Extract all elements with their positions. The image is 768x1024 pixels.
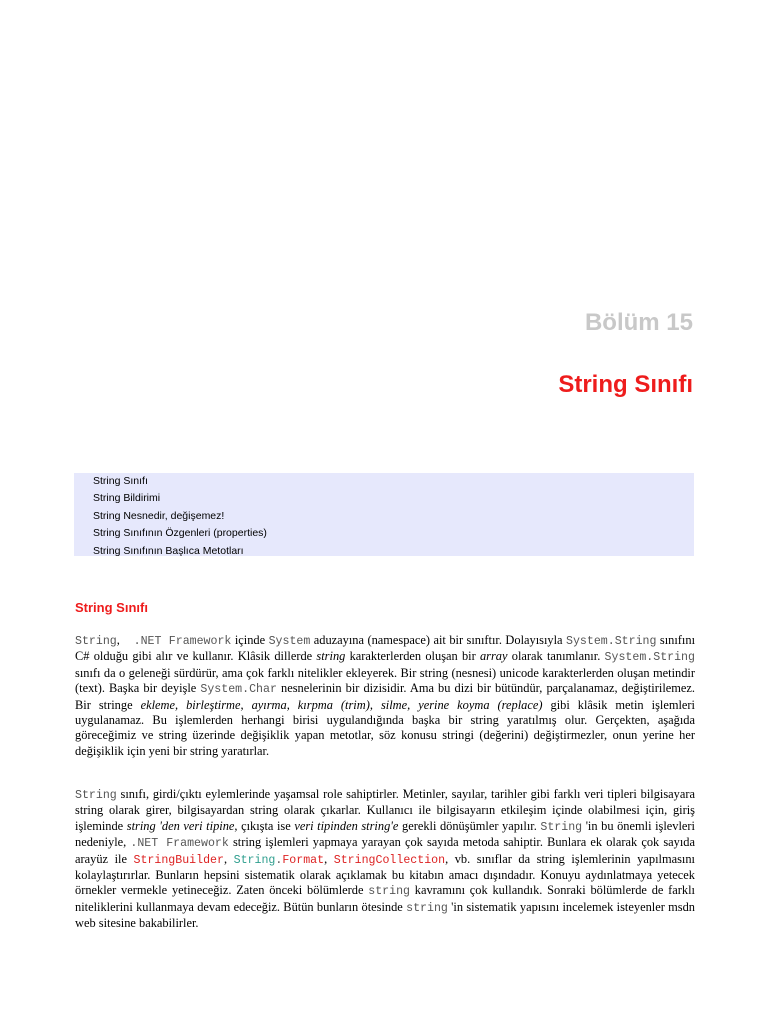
text: kavramını çok kullandık. Sonraki bölümlerde de farklı niteliklerini kullanmaya devam edeceğiz. Bütün bunların ötesinde: [75, 883, 695, 914]
text: ,: [324, 851, 334, 866]
emphasis-input-conversion: string 'den veri tipine: [126, 818, 235, 833]
table-of-contents: [74, 473, 694, 556]
emphasis-output-conversion: veri tipinden string'e: [294, 818, 399, 833]
code-string: String: [75, 635, 117, 648]
toc-item-string-bildirimi[interactable]: String Bildirimi: [93, 492, 161, 505]
text: 'in bu önemli işlevleri nedeniyle,: [75, 818, 695, 850]
code-net-framework: .NET Framework: [133, 635, 232, 648]
code-system-char: System.Char: [200, 683, 277, 697]
toc-item-ozgenleri[interactable]: String Sınıfının Özgenleri (properties): [93, 527, 267, 540]
text: sınıfını C# olduğu gibi alır ve kullanır. Klâsik dillerde: [75, 633, 696, 664]
emphasis-operations: ekleme, birleştirme, ayırma, kırpma (trim), silme, yerine koyma (replace): [140, 697, 543, 712]
text: gerekli dönüşümler yapılır.: [398, 818, 541, 833]
text: sınıfı, girdi/çıktı eylemlerinde yaşamsal role sahiptirler. Metinler, sayılar, tarihler gibi farklı veri tipleri bilgisayara string olarak girer, bilgisayardan string olarak çıkarlar. Kullanıcı ile bilgisayarın etkileşim içinde olabilmesi için, giriş işleminde: [75, 787, 695, 833]
chapter-title: String Sınıfı: [558, 371, 693, 398]
code-stringcollection: StringCollection: [333, 853, 446, 867]
text: ,: [116, 633, 134, 647]
text: olarak tanımlanır.: [507, 649, 605, 664]
text: 'in sistematik yapısını incelemek isteyenler msdn web sitesine bakabilirler.: [75, 899, 695, 931]
code-string-class: String: [233, 853, 276, 867]
code-system: System: [268, 635, 311, 648]
section-heading: String Sınıfı: [75, 600, 148, 615]
toc-item-string-nesnedir[interactable]: String Nesnedir, değişemez!: [93, 509, 225, 522]
emphasis-string: string: [316, 649, 346, 664]
code-dot: .: [275, 853, 283, 867]
emphasis-array: array: [479, 649, 508, 664]
paragraph-1: [75, 633, 695, 759]
code-string: string: [406, 901, 448, 915]
code-net-framework: .NET Framework: [130, 837, 229, 851]
code-system-string: System.String: [604, 651, 695, 665]
code-string: String: [540, 820, 583, 834]
text: karakterlerden oluşan bir: [345, 649, 480, 664]
code-string: string: [368, 885, 410, 899]
code-format: Format: [282, 853, 325, 867]
toc-item-string-sinifi[interactable]: String Sınıfı: [93, 475, 148, 487]
text: , vb. sınıflar da string işlemlerinin yapılmasını kolaylaştırırlar. Bunların hepsini sistematik olarak açıklamak bu kitabın amacı dışındadır. Konuyu aydınlatmaya yetecek örnekler vermekle yetineceğiz. Zaten önceki bölümlerde: [75, 851, 695, 898]
code-stringbuilder: StringBuilder: [133, 853, 224, 867]
text: sınıfı da o geleneği sürdürür, ama çok farklı nitelikler ekleyerek. Bir string (nesnesi) unicode karakterlerden oluşan metindir (text). Başka bir deyişle: [75, 665, 695, 696]
text: aduzayına (namespace) ait bir sınıftır. Dolayısıyla: [310, 633, 566, 647]
code-system-string: System.String: [566, 635, 657, 648]
text: string işlemleri yapmaya yarayan çok sayıda metoda sahiptir. Bunlara ek olarak çok sayıda arayüz ile: [75, 835, 695, 866]
text: ,: [223, 851, 234, 866]
text: içinde: [231, 633, 269, 647]
text: nesnelerinin bir dizisidir. Ama bu dizi bir bütündür, parçalanamaz, değiştirilemez. Bir stringe: [75, 681, 695, 712]
code-string: String: [75, 789, 117, 802]
text: gibi klâsik metin işlemleri uygulanamaz. Bu işlemlerden herhangi birisi uygulandığında başka bir string yaratılmış olur. Gerçekten, aşağıda göreceğimiz ve string üzerinde değişiklik yapan metotlar, söz konusu stringi (değerini) değiştirmezler, onun yerine her değişiklik için yeni bir string yaratırlar.: [75, 697, 695, 758]
toc-item-metotlari[interactable]: String Sınıfının Başlıca Metotları: [93, 544, 244, 557]
paragraph-2: [75, 787, 695, 932]
chapter-number: Bölüm 15: [584, 309, 693, 336]
text: , çıkışta ise: [234, 818, 295, 833]
